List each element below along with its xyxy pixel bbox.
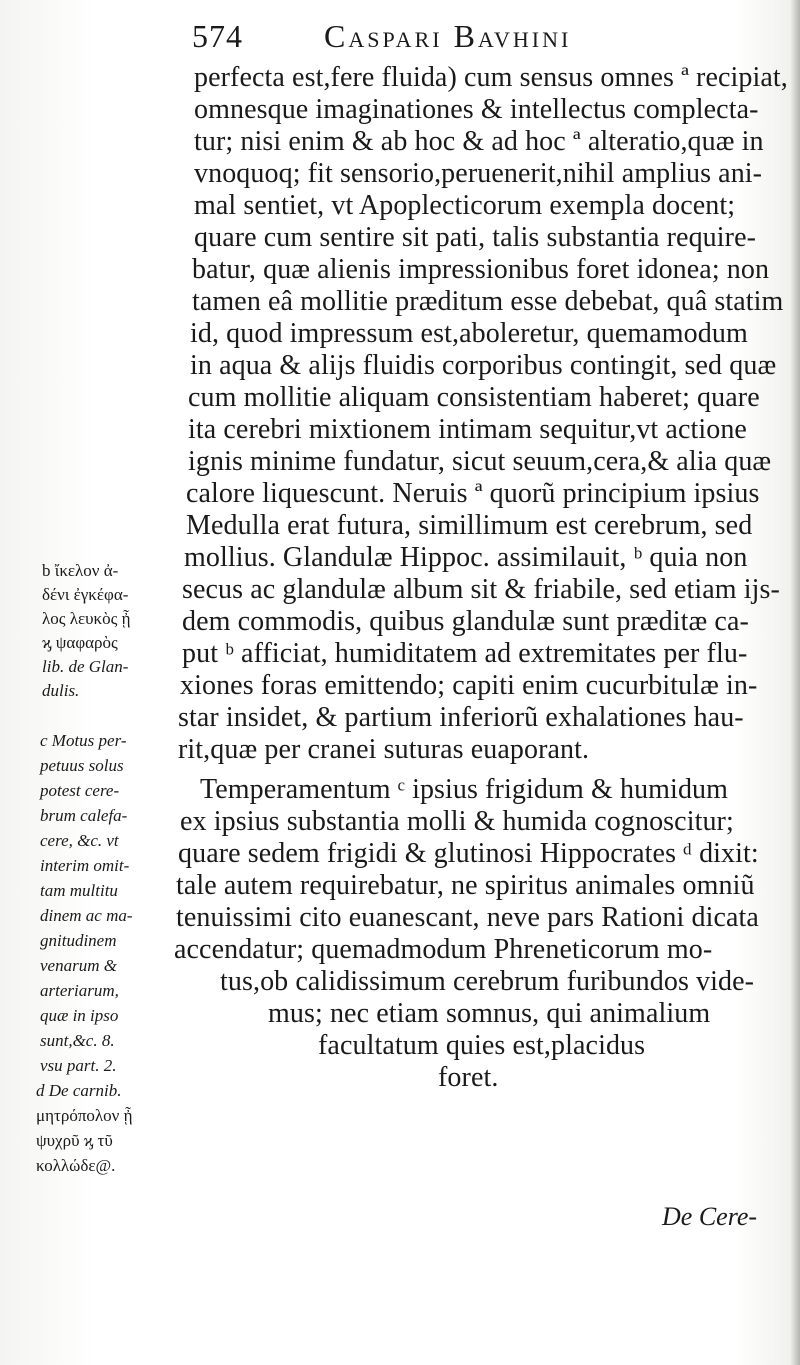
marginal-line: brum calefa- [40, 806, 128, 825]
text-line: rit,quæ per cranei suturas euaporant. [178, 734, 590, 765]
marginal-line: arteriarum, [40, 981, 119, 1000]
marginal-line: vsu part. 2. [40, 1056, 117, 1075]
catchword: De Cere- [662, 1202, 758, 1231]
marginal-line: venarum & [40, 956, 117, 975]
marginal-line: c Motus per- [40, 731, 127, 750]
text-line: cum mollitie aliquam consistentiam haberet; quare [188, 382, 760, 413]
text-line: dem commodis, quibus glandulæ sunt præditæ ca- [182, 606, 749, 637]
marginal-line: quæ in ipso [40, 1006, 119, 1025]
text-line: quare sedem frigidi & glutinosi Hippocrates ᵈ dixit: [178, 838, 759, 869]
text-line: id, quod impressum est,aboleretur, quemamodum [190, 318, 748, 349]
text-line: Temperamentum ᶜ ipsius frigidum & humidum [200, 774, 729, 805]
marginal-line: potest cere- [40, 781, 120, 800]
marginal-line: petuus solus [40, 756, 124, 775]
marginal-line: ψυχρῦ ϗ τῦ [36, 1131, 113, 1150]
marginal-line: sunt,&c. 8. [40, 1031, 115, 1050]
marginal-line: tam multitu [40, 881, 118, 900]
marginal-line: interim omit- [40, 856, 130, 875]
marginal-line: cere, &c. vt [40, 831, 119, 850]
text-line: accendatur; quemadmodum Phreneticorum mo- [174, 934, 713, 965]
marginal-line: μητρόπολον ᾖ [36, 1106, 133, 1125]
text-line: secus ac glandulæ album sit & friabile, sed etiam ijs- [182, 574, 780, 605]
text-line: tus,ob calidissimum cerebrum furibundos vide- [220, 966, 755, 997]
text-line: star insidet, & partium inferiorũ exhalationes hau- [178, 702, 744, 733]
page-header [192, 18, 692, 62]
text-line: xiones foras emittendo; capiti enim cucurbitulæ in- [180, 670, 758, 701]
marginal-line: gnitudinem [40, 931, 117, 950]
text-line: mus; nec etiam somnus, qui animalium [268, 998, 711, 1029]
page-number: 574 [192, 18, 243, 54]
text-line: tamen eâ mollitie præditum esse debebat, quâ statim [192, 286, 784, 317]
text-line: perfecta est,fere fluida) cum sensus omnes ª recipiat, [194, 62, 788, 93]
text-line: in aqua & alijs fluidis corporibus contingit, sed quæ [190, 350, 777, 381]
marginal-line: dulis. [42, 681, 80, 700]
text-line: quare cum sentire sit pati, talis substantia require- [194, 222, 757, 253]
text-line: batur, quæ alienis impressionibus foret idonea; non [192, 254, 770, 285]
text-line: mollius. Glandulæ Hippoc. assimilauit, ᵇ quia non [184, 542, 748, 573]
marginal-line: lib. de Glan- [42, 657, 129, 676]
text-line: tenuissimi cito euanescant, neve pars Rationi dicata [176, 902, 759, 933]
text-line: Medulla erat futura, simillimum est cerebrum, sed [186, 510, 753, 541]
text-line: ita cerebri mixtionem intimam sequitur,vt actione [188, 414, 747, 445]
marginal-line: ϗ ψαφαρὸς [42, 633, 118, 652]
marginal-line: dinem ac ma- [40, 906, 133, 925]
text-line: omnesque imaginationes & intellectus complecta- [194, 94, 759, 125]
marginal-line: d De carnib. [36, 1081, 122, 1100]
marginal-line: κολλώδε@. [36, 1156, 116, 1175]
text-line: ignis minime fundatur, sicut seuum,cera,& alia quæ [188, 446, 772, 477]
text-line: ex ipsius substantia molli & humida cognoscitur; [180, 806, 734, 837]
text-line: tur; nisi enim & ab hoc & ad hoc ª alteratio,quæ in [194, 126, 764, 157]
text-line: calore liquescunt. Neruis ª quorũ principium ipsius [186, 478, 760, 509]
marginal-line: λος λευκὸς ᾖ [42, 609, 131, 628]
text-line: vnoquoq; fit sensorio,peruenerit,nihil amplius ani- [194, 158, 763, 189]
text-line: facultatum quies est,placidus [318, 1030, 646, 1061]
text-line: foret. [438, 1062, 499, 1093]
text-line: tale autem requirebatur, ne spiritus animales omniũ [176, 870, 755, 901]
marginal-line: δένι ἐγκέφα- [42, 585, 129, 604]
running-head: Caspari Bavhini [324, 18, 572, 54]
page-edge-shadow [790, 0, 800, 1365]
marginal-line: b ἴκελον ἀ- [42, 561, 119, 580]
text-line: put ᵇ afficiat, humiditatem ad extremitates per flu- [182, 638, 748, 669]
text-line: mal sentiet, vt Apoplecticorum exempla docent; [194, 190, 736, 221]
